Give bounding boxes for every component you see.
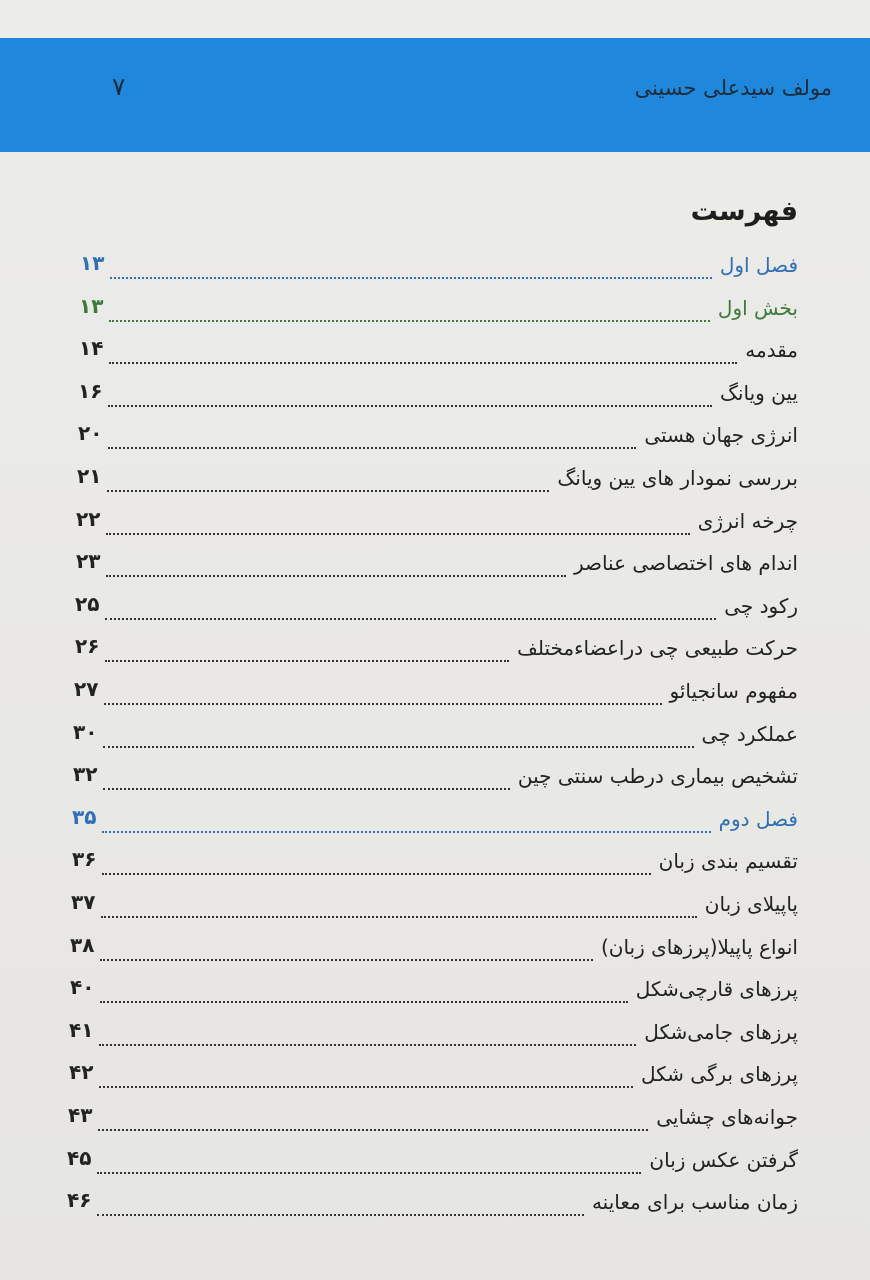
toc-entry-page: ۴۱ xyxy=(69,1017,94,1042)
toc-entry-page: ۴۵ xyxy=(67,1145,92,1170)
toc-entry-label: پرزهای برگی شکل xyxy=(640,1062,798,1087)
toc-entry xyxy=(0,679,870,719)
toc-entry-label: پاپیلای زبان xyxy=(704,892,798,916)
toc-entry-label: بررسی نمودار های یین ویانگ xyxy=(557,466,798,490)
toc-entry xyxy=(0,932,870,975)
toc-entry-page: ۲۵ xyxy=(75,591,100,616)
toc-entry-label: زمان مناسب برای معاینه xyxy=(591,1190,798,1215)
toc-entry xyxy=(0,1145,870,1188)
toc-entry-leader xyxy=(109,362,737,364)
toc-entry xyxy=(0,338,870,378)
toc-entry xyxy=(0,804,870,847)
toc-entry-leader xyxy=(102,873,651,875)
toc-entry-label: انرژی جهان هستی xyxy=(644,423,798,448)
toc-entry-page: ۲۷ xyxy=(74,677,99,701)
toc-entry xyxy=(0,892,870,932)
toc-entry-leader xyxy=(98,1129,648,1131)
toc-entry xyxy=(0,466,870,506)
toc-entry-label: حرکت طبیعی چی دراعضاءمختلف xyxy=(517,636,798,661)
toc-entry-label: فصل اول xyxy=(719,253,798,277)
toc-entry xyxy=(0,764,870,804)
toc-entry xyxy=(0,719,870,762)
toc-entry-label: پرزهای قارچی‌شکل xyxy=(635,977,798,1002)
header-author: مولف سیدعلی حسینی xyxy=(634,76,832,100)
toc-entry xyxy=(0,293,870,336)
page-number: ۷ xyxy=(112,72,126,101)
toc-entry xyxy=(0,1017,870,1060)
toc-entry-page: ۲۶ xyxy=(75,634,100,659)
toc-entry-page: ۳۶ xyxy=(72,847,97,872)
toc-entry-label: گرفتن عکس زبان xyxy=(649,1147,798,1172)
toc-entry-leader xyxy=(105,660,509,662)
toc-entry xyxy=(0,977,870,1017)
toc-entry-leader xyxy=(97,1172,641,1174)
toc-entry-label: مقدمه xyxy=(745,338,798,363)
toc-entry-page: ۳۷ xyxy=(71,890,96,914)
toc-entry-page: ۳۲ xyxy=(73,762,98,787)
toc-entry xyxy=(0,1190,870,1230)
toc-entry-leader xyxy=(106,575,566,577)
toc-entry-label: تشخیص بیماری درطب سنتی چین xyxy=(517,764,798,789)
toc-entry-leader xyxy=(104,703,662,705)
toc-entry-page: ۴۰ xyxy=(70,975,95,1000)
toc-entry-label: اندام های اختصاصی عناصر xyxy=(573,551,798,576)
toc-entry-leader xyxy=(100,1001,628,1003)
toc-entry-page: ۲۳ xyxy=(76,549,101,574)
toc-entry-leader xyxy=(103,788,510,790)
toc-entry xyxy=(0,506,870,549)
toc-entry-page: ۱۳ xyxy=(80,251,105,275)
toc-entry-label: مفهوم سانجیائو xyxy=(669,679,798,703)
toc-entry-leader xyxy=(97,1214,584,1216)
toc-entry xyxy=(0,253,870,293)
toc-entry-leader xyxy=(108,405,712,407)
toc-entry-label: پرزهای جامی‌شکل xyxy=(644,1019,798,1044)
toc-entry-label: جوانه‌های چشایی xyxy=(656,1105,798,1129)
toc-entry-leader xyxy=(108,447,636,449)
toc-entry-page: ۴۶ xyxy=(67,1188,92,1213)
toc-entry-label: فصل دوم xyxy=(718,806,798,831)
toc-entry xyxy=(0,849,870,889)
toc-entry-leader xyxy=(109,320,710,322)
toc-entry-leader xyxy=(101,916,697,918)
toc-entry-leader xyxy=(102,831,711,833)
toc-entry-page: ۲۲ xyxy=(76,506,101,531)
toc-entry-page: ۲۱ xyxy=(77,464,102,488)
toc-entry-page: ۱۳ xyxy=(79,293,104,318)
toc-entry xyxy=(0,591,870,634)
toc-entry-page: ۳۵ xyxy=(72,804,97,829)
toc-entry-label: بخش اول xyxy=(717,295,798,320)
toc-entry-leader xyxy=(106,533,690,535)
toc-entry-label: عملکرد چی xyxy=(701,721,798,746)
toc-entry-leader xyxy=(99,1086,633,1088)
toc-entry-page: ۴۳ xyxy=(68,1103,93,1127)
toc-entry-page: ۳۰ xyxy=(73,719,98,744)
toc-entry-leader xyxy=(103,746,694,748)
toc-entry-label: رکود چی xyxy=(724,593,798,618)
toc-entry-label: تقسیم بندی زبان xyxy=(658,849,798,874)
toc-entry xyxy=(0,1105,870,1145)
toc-entry xyxy=(0,1062,870,1102)
toc-entry xyxy=(0,636,870,676)
toc-entry-leader xyxy=(107,490,549,492)
toc-entry-leader xyxy=(110,277,712,279)
toc-entry-page: ۱۶ xyxy=(78,378,103,403)
toc-entry xyxy=(0,551,870,591)
toc-entry-leader xyxy=(100,959,593,961)
toc-entry xyxy=(0,423,870,463)
toc-entry-page: ۱۴ xyxy=(79,336,104,361)
toc-entry-leader xyxy=(105,618,716,620)
toc-entry-page: ۲۰ xyxy=(78,421,103,446)
toc-entry-label: انواع پاپیلا(پرزهای زبان) xyxy=(600,934,798,959)
toc-entry-leader xyxy=(99,1044,636,1046)
toc-entry-label: چرخه انرژی xyxy=(697,508,798,533)
toc-entry-label: یین ویانگ xyxy=(720,380,798,405)
toc-title: فهرست xyxy=(690,196,798,227)
toc-entry-page: ۳۸ xyxy=(70,932,95,957)
toc-entry-page: ۴۲ xyxy=(69,1060,94,1085)
toc-entry xyxy=(0,378,870,421)
